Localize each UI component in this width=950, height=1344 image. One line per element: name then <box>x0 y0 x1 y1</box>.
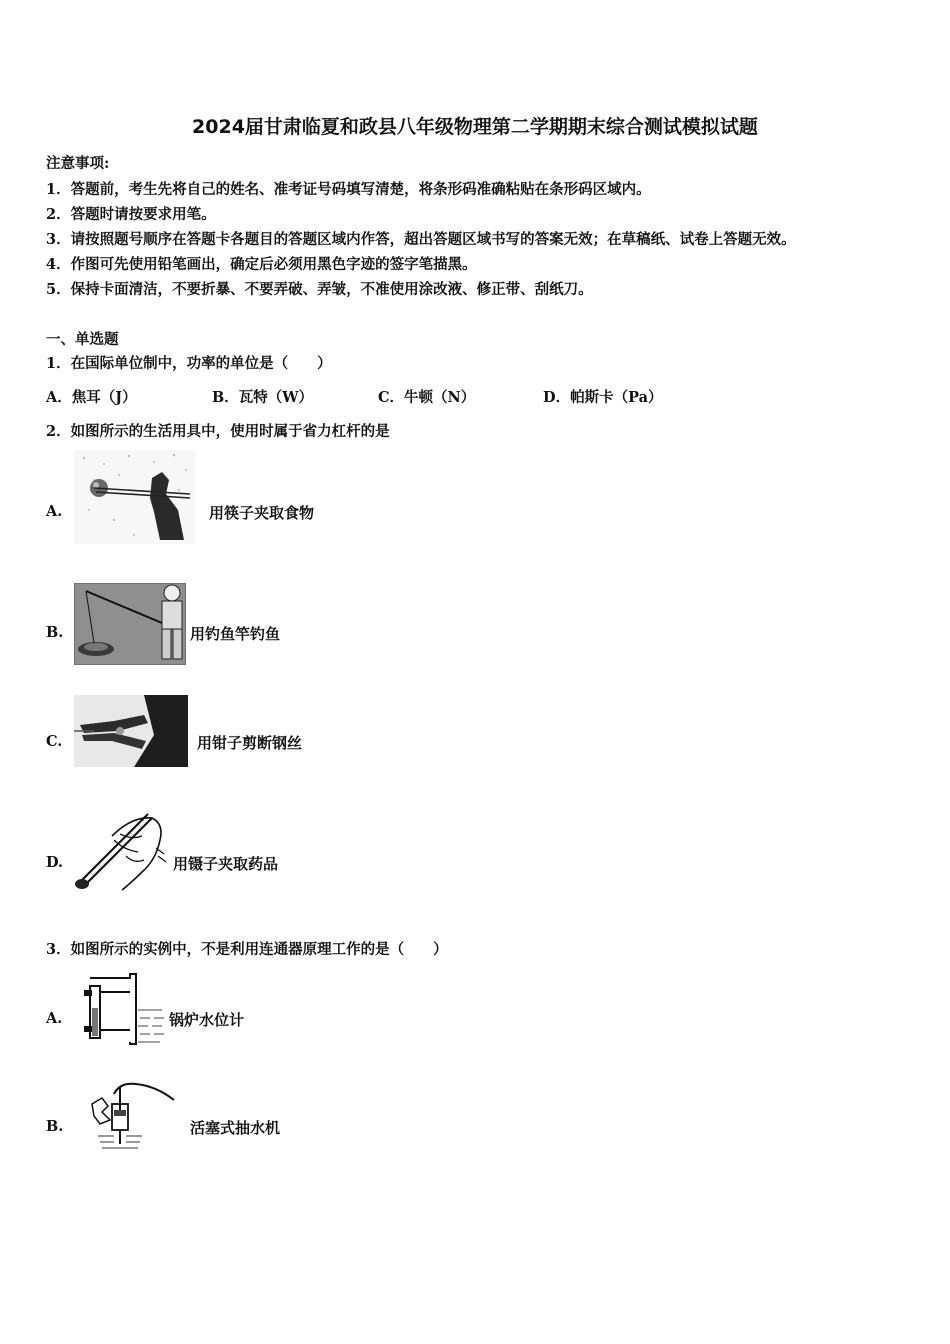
q2-option-b-caption: 用钓鱼竿钓鱼 <box>190 625 281 643</box>
q2-stem: 2．如图所示的生活用具中，使用时属于省力杠杆的是 <box>46 423 390 440</box>
q1-option-a: A．焦耳（J） <box>46 389 137 406</box>
q3-stem: 3．如图所示的实例中，不是利用连通器原理工作的是（ ） <box>46 941 448 958</box>
chopsticks-figure <box>74 450 196 544</box>
section-heading: 一、单选题 <box>46 331 119 348</box>
q2-option-a-caption: 用筷子夹取食物 <box>209 504 315 522</box>
boiler-gauge-figure <box>80 972 166 1048</box>
q2-option-b-label: B. <box>46 624 64 641</box>
notice-item: 1．答题前，考生先将自己的姓名、准考证号码填写清楚，将条形码准确粘贴在条形码区域内。 <box>46 181 651 198</box>
q1-option-b: B．瓦特（W） <box>212 389 314 406</box>
q2-option-a-label: A. <box>46 503 63 520</box>
q1-option-c: C．牛顿（N） <box>378 389 476 406</box>
q3-option-b-caption: 活塞式抽水机 <box>190 1119 281 1137</box>
q2-option-d-caption: 用镊子夹取药品 <box>173 855 279 873</box>
q2-option-c-caption: 用钳子剪断钢丝 <box>197 734 303 752</box>
q2-option-d-label: D. <box>46 854 64 871</box>
pliers-figure <box>74 695 188 767</box>
piston-pump-figure <box>80 1080 178 1152</box>
q1-stem: 1．在国际单位制中，功率的单位是（ ） <box>46 355 332 372</box>
q3-option-a-label: A. <box>46 1010 63 1027</box>
q3-option-b-label: B. <box>46 1118 64 1135</box>
notice-item: 3．请按照题号顺序在答题卡各题目的答题区域内作答，超出答题区域书写的答案无效；在草稿纸、试卷上答题无效。 <box>46 231 796 248</box>
notice-item: 5．保持卡面清洁，不要折暴、不要弄破、弄皱，不准使用涂改液、修正带、刮纸刀。 <box>46 281 593 298</box>
q3-option-a-caption: 锅炉水位计 <box>169 1011 245 1029</box>
tweezers-figure <box>72 810 170 896</box>
exam-title: 2024届甘肃临夏和政县八年级物理第二学期期末综合测试模拟试题 <box>192 116 758 138</box>
notice-heading: 注意事项: <box>46 155 110 172</box>
fishing-rod-figure <box>74 583 186 665</box>
q1-option-d: D．帕斯卡（Pa） <box>543 389 663 406</box>
notice-item: 2．答题时请按要求用笔。 <box>46 206 216 223</box>
notice-item: 4．作图可先使用铅笔画出，确定后必须用黑色字迹的签字笔描黑。 <box>46 256 477 273</box>
q2-option-c-label: C. <box>46 733 63 750</box>
